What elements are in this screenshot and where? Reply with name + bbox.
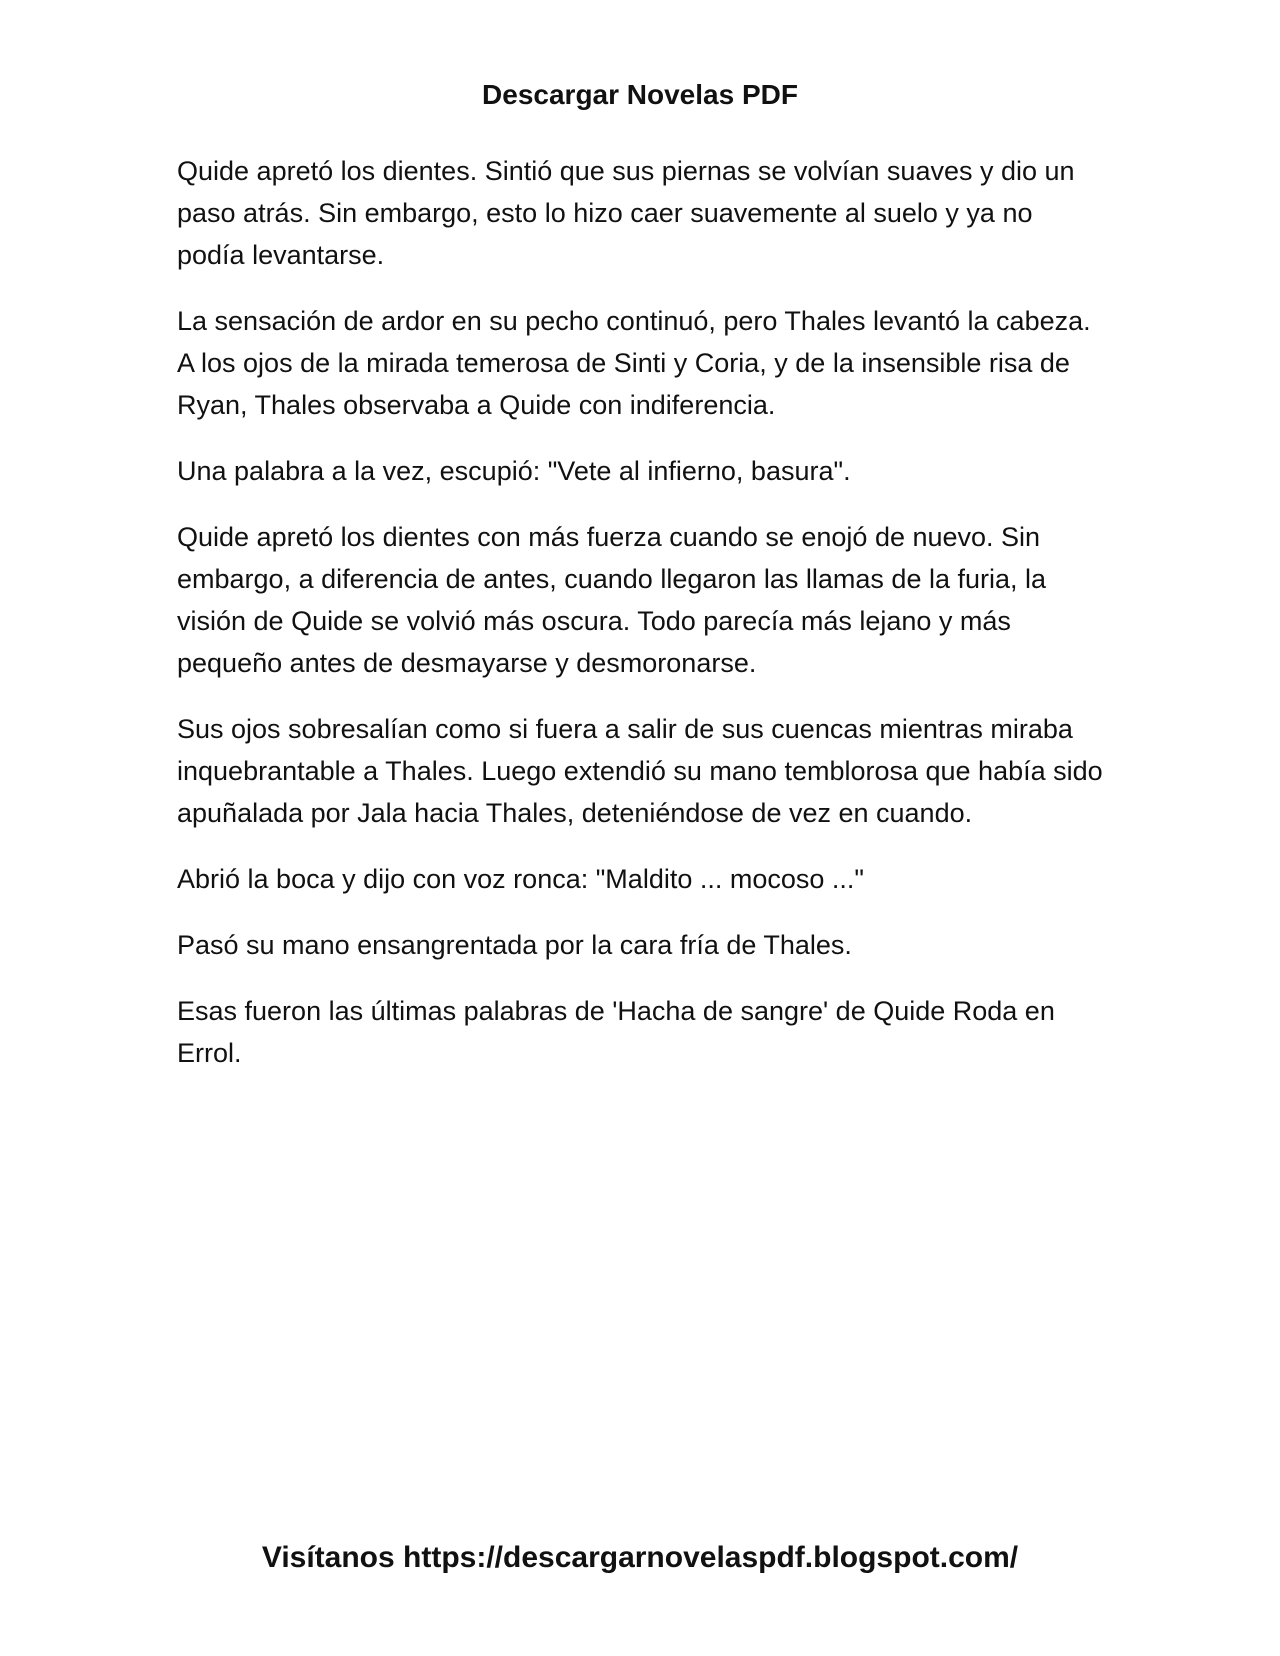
paragraph-1: Quide apretó los dientes. Sintió que sus piernas se volvían suaves y dio un paso atrás. Sin embargo, esto lo hizo caer suavemente al suelo y ya no podía levantarse. xyxy=(177,156,1075,270)
paragraph-8: Esas fueron las últimas palabras de 'Hacha de sangre' de Quide Roda en Errol. xyxy=(177,996,1055,1068)
paragraph-2: La sensación de ardor en su pecho continuó, pero Thales levantó la cabeza. A los ojos de la mirada temerosa de Sinti y Coria, y de la insensible risa de Ryan, Thales observaba a Quide con indiferencia. xyxy=(177,306,1091,420)
paragraph-3: Una palabra a la vez, escupió: "Vete al infierno, basura". xyxy=(177,456,851,486)
paragraph-4: Quide apretó los dientes con más fuerza cuando se enojó de nuevo. Sin embargo, a diferencia de antes, cuando llegaron las llamas de la furia, la visión de Quide se volvió más oscura. Todo parecía más lejano y más pequeño antes de desmayarse y desmoronarse. xyxy=(177,522,1047,678)
page-footer-visit-link: Visítanos https://descargarnovelaspdf.blogspot.com/ xyxy=(261,1541,1019,1574)
paragraph-6: Abrió la boca y dijo con voz ronca: "Maldito ... mocoso ..." xyxy=(177,864,864,894)
paragraph-7: Pasó su mano ensangrentada por la cara fría de Thales. xyxy=(177,930,852,960)
page-header-title: Descargar Novelas PDF xyxy=(482,79,798,110)
paragraph-5: Sus ojos sobresalían como si fuera a salir de sus cuencas mientras miraba inquebrantable a Thales. Luego extendió su mano temblorosa que había sido apuñalada por Jala hacia Thales, deteniéndose de vez en cuando. xyxy=(177,714,1103,828)
document-body xyxy=(177,150,1107,1098)
